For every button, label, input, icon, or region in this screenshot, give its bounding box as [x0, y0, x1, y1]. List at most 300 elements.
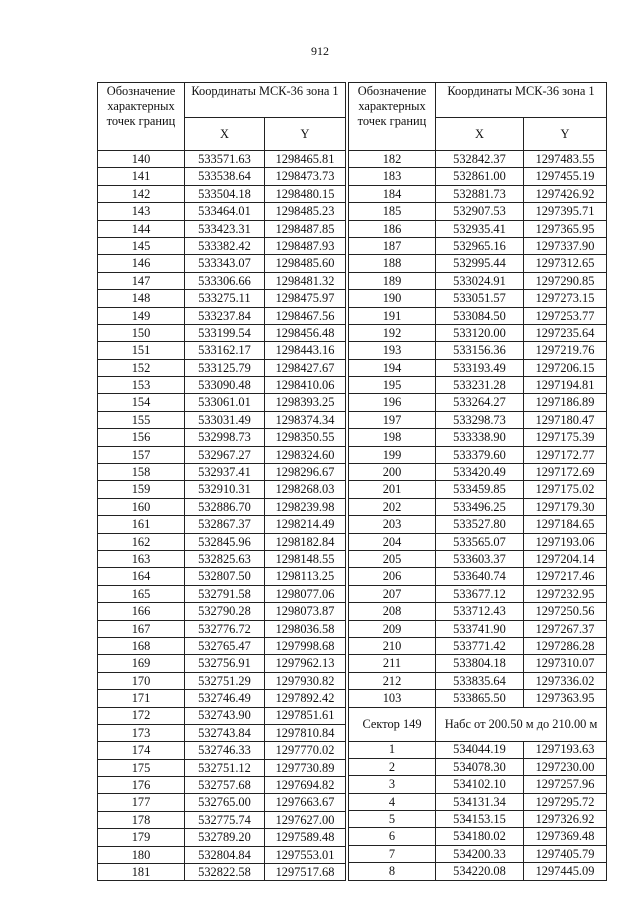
y-coordinate-cell: 1298456.48	[265, 324, 346, 341]
point-id-cell: 165	[98, 585, 185, 602]
coordinates-table-left	[97, 82, 346, 881]
point-id-cell: 179	[98, 829, 185, 846]
y-coordinate-cell: 1297627.00	[265, 811, 346, 828]
y-coordinate-cell: 1297517.68	[265, 864, 346, 881]
y-coordinate-cell: 1298077.06	[265, 585, 346, 602]
x-coordinate-cell: 534153.15	[436, 811, 524, 828]
table-row	[349, 394, 607, 411]
table-row	[349, 342, 607, 359]
point-id-cell: 159	[98, 481, 185, 498]
x-coordinate-cell: 533464.01	[185, 203, 265, 220]
point-id-cell: 203	[349, 516, 436, 533]
point-id-cell: 187	[349, 237, 436, 254]
x-coordinate-cell: 532845.96	[185, 533, 265, 550]
point-id-cell: 154	[98, 394, 185, 411]
y-coordinate-cell: 1297194.81	[524, 377, 607, 394]
y-coordinate-cell: 1298296.67	[265, 464, 346, 481]
table-row	[98, 672, 346, 689]
point-id-cell: 208	[349, 603, 436, 620]
point-id-cell: 192	[349, 324, 436, 341]
table-row	[349, 307, 607, 324]
x-coordinate-cell: 533193.49	[436, 359, 524, 376]
y-coordinate-cell: 1297730.89	[265, 759, 346, 776]
y-coordinate-cell: 1297336.02	[524, 672, 607, 689]
point-id-cell: 146	[98, 255, 185, 272]
x-coordinate-cell: 532743.84	[185, 724, 265, 741]
table-row	[349, 568, 607, 585]
table-row	[98, 742, 346, 759]
table-row	[98, 324, 346, 341]
table-row	[98, 516, 346, 533]
x-coordinate-cell: 532756.91	[185, 655, 265, 672]
point-id-cell: 7	[349, 845, 436, 862]
y-coordinate-cell: 1298350.55	[265, 429, 346, 446]
x-coordinate-cell: 533162.17	[185, 342, 265, 359]
y-coordinate-cell: 1297206.15	[524, 359, 607, 376]
table-row	[349, 690, 607, 707]
point-id-cell: 8	[349, 863, 436, 880]
table-row	[349, 185, 607, 202]
point-id-cell: 153	[98, 377, 185, 394]
y-coordinate-cell: 1298487.93	[265, 237, 346, 254]
y-coordinate-cell: 1298113.25	[265, 568, 346, 585]
table-row	[98, 637, 346, 654]
y-coordinate-cell: 1297365.95	[524, 220, 607, 237]
point-id-cell: 189	[349, 272, 436, 289]
x-coordinate-cell: 532775.74	[185, 811, 265, 828]
table-row	[349, 272, 607, 289]
x-coordinate-cell: 533741.90	[436, 620, 524, 637]
y-coordinate-cell: 1297589.48	[265, 829, 346, 846]
y-coordinate-cell: 1297426.92	[524, 185, 607, 202]
x-coordinate-cell: 533496.25	[436, 498, 524, 515]
x-coordinate-cell: 532791.58	[185, 585, 265, 602]
point-id-cell: 180	[98, 846, 185, 863]
y-coordinate-cell: 1297180.47	[524, 411, 607, 428]
x-coordinate-cell: 532746.49	[185, 690, 265, 707]
table-row	[98, 777, 346, 794]
x-coordinate-cell: 533640.74	[436, 568, 524, 585]
y-coordinate-cell: 1298036.58	[265, 620, 346, 637]
point-id-cell: 166	[98, 603, 185, 620]
table-row	[98, 829, 346, 846]
point-id-cell: 190	[349, 290, 436, 307]
x-coordinate-cell: 534220.08	[436, 863, 524, 880]
table-row	[98, 411, 346, 428]
y-coordinate-cell: 1298480.15	[265, 185, 346, 202]
x-coordinate-cell: 533382.42	[185, 237, 265, 254]
x-coordinate-cell: 533264.27	[436, 394, 524, 411]
y-coordinate-cell: 1298324.60	[265, 446, 346, 463]
table-row	[349, 758, 607, 775]
y-coordinate-cell: 1298239.98	[265, 498, 346, 515]
x-coordinate-cell: 533677.12	[436, 585, 524, 602]
table-row	[98, 359, 346, 376]
point-id-cell: 184	[349, 185, 436, 202]
y-coordinate-cell: 1297235.64	[524, 324, 607, 341]
point-id-cell: 4	[349, 793, 436, 810]
x-coordinate-cell: 532825.63	[185, 550, 265, 567]
table-row	[98, 533, 346, 550]
table-row	[98, 394, 346, 411]
y-coordinate-cell: 1298465.81	[265, 151, 346, 168]
x-coordinate-cell: 533571.63	[185, 151, 265, 168]
y-coordinate-cell: 1297369.48	[524, 828, 607, 845]
y-coordinate-cell: 1297663.67	[265, 794, 346, 811]
y-coordinate-cell: 1298214.49	[265, 516, 346, 533]
sector-header-row	[349, 707, 607, 741]
x-coordinate-cell: 534078.30	[436, 758, 524, 775]
x-coordinate-cell: 533090.48	[185, 377, 265, 394]
table-row	[349, 464, 607, 481]
table-row	[98, 446, 346, 463]
x-coordinate-cell: 532935.41	[436, 220, 524, 237]
point-id-cell: 160	[98, 498, 185, 515]
x-coordinate-cell: 532867.37	[185, 516, 265, 533]
y-coordinate-cell: 1298481.32	[265, 272, 346, 289]
y-coordinate-cell: 1297962.13	[265, 655, 346, 672]
point-id-cell: 167	[98, 620, 185, 637]
y-coordinate-cell: 1298487.85	[265, 220, 346, 237]
table-row	[98, 272, 346, 289]
table-row	[349, 220, 607, 237]
x-coordinate-cell: 532751.12	[185, 759, 265, 776]
x-coordinate-cell: 533603.37	[436, 550, 524, 567]
x-coordinate-cell: 532937.41	[185, 464, 265, 481]
table-row	[349, 411, 607, 428]
point-id-cell: 211	[349, 655, 436, 672]
coordinates-table-right	[348, 82, 607, 881]
y-coordinate-cell: 1297337.90	[524, 237, 607, 254]
x-coordinate-cell: 533343.07	[185, 255, 265, 272]
x-coordinate-cell: 532804.84	[185, 846, 265, 863]
x-coordinate-cell: 532765.47	[185, 637, 265, 654]
y-coordinate-cell: 1297892.42	[265, 690, 346, 707]
table-row	[98, 690, 346, 707]
y-coordinate-cell: 1298148.55	[265, 550, 346, 567]
point-id-cell: 152	[98, 359, 185, 376]
x-coordinate-cell: 533865.50	[436, 690, 524, 707]
sector-distance-note: Набс от 200.50 м до 210.00 м	[436, 707, 607, 741]
point-id-cell: 176	[98, 777, 185, 794]
y-coordinate-cell: 1298393.25	[265, 394, 346, 411]
table-row	[349, 290, 607, 307]
table-row	[349, 533, 607, 550]
y-coordinate-cell: 1297186.89	[524, 394, 607, 411]
table-row	[98, 290, 346, 307]
point-id-cell: 158	[98, 464, 185, 481]
x-coordinate-cell: 534200.33	[436, 845, 524, 862]
header-coord-group: Координаты МСК-36 зона 1	[185, 83, 346, 118]
point-id-cell: 202	[349, 498, 436, 515]
table-row	[98, 864, 346, 881]
x-coordinate-cell: 533024.91	[436, 272, 524, 289]
table-row	[349, 498, 607, 515]
table-row	[98, 481, 346, 498]
point-id-cell: 151	[98, 342, 185, 359]
x-coordinate-cell: 533527.80	[436, 516, 524, 533]
point-id-cell: 181	[98, 864, 185, 881]
point-id-cell: 201	[349, 481, 436, 498]
header-y: Y	[265, 118, 346, 151]
y-coordinate-cell: 1297172.77	[524, 446, 607, 463]
y-coordinate-cell: 1298427.67	[265, 359, 346, 376]
point-id-cell: 204	[349, 533, 436, 550]
y-coordinate-cell: 1297770.02	[265, 742, 346, 759]
y-coordinate-cell: 1297172.69	[524, 464, 607, 481]
table-row	[349, 620, 607, 637]
point-id-cell: 147	[98, 272, 185, 289]
point-id-cell: 3	[349, 776, 436, 793]
point-id-cell: 168	[98, 637, 185, 654]
x-coordinate-cell: 532790.28	[185, 603, 265, 620]
y-coordinate-cell: 1297232.95	[524, 585, 607, 602]
point-id-cell: 209	[349, 620, 436, 637]
x-coordinate-cell: 533338.90	[436, 429, 524, 446]
y-coordinate-cell: 1298374.34	[265, 411, 346, 428]
point-id-cell: 173	[98, 724, 185, 741]
x-coordinate-cell: 533275.11	[185, 290, 265, 307]
table-row	[98, 464, 346, 481]
x-coordinate-cell: 533420.49	[436, 464, 524, 481]
point-id-cell: 191	[349, 307, 436, 324]
y-coordinate-cell: 1297455.19	[524, 168, 607, 185]
x-coordinate-cell: 532910.31	[185, 481, 265, 498]
table-row	[349, 741, 607, 758]
point-id-cell: 206	[349, 568, 436, 585]
point-id-cell: 141	[98, 168, 185, 185]
y-coordinate-cell: 1297219.76	[524, 342, 607, 359]
point-id-cell: 144	[98, 220, 185, 237]
point-id-cell: 200	[349, 464, 436, 481]
x-coordinate-cell: 532776.72	[185, 620, 265, 637]
table-row	[349, 481, 607, 498]
point-id-cell: 186	[349, 220, 436, 237]
x-coordinate-cell: 532995.44	[436, 255, 524, 272]
x-coordinate-cell: 533231.28	[436, 377, 524, 394]
point-id-cell: 174	[98, 742, 185, 759]
table-row	[349, 377, 607, 394]
point-id-cell: 177	[98, 794, 185, 811]
point-id-cell: 140	[98, 151, 185, 168]
y-coordinate-cell: 1297295.72	[524, 793, 607, 810]
x-coordinate-cell: 533423.31	[185, 220, 265, 237]
x-coordinate-cell: 534180.02	[436, 828, 524, 845]
table-row	[98, 168, 346, 185]
point-id-cell: 205	[349, 550, 436, 567]
table-row	[349, 828, 607, 845]
y-coordinate-cell: 1298182.84	[265, 533, 346, 550]
y-coordinate-cell: 1297217.46	[524, 568, 607, 585]
x-coordinate-cell: 534044.19	[436, 741, 524, 758]
y-coordinate-cell: 1297363.95	[524, 690, 607, 707]
y-coordinate-cell: 1298410.06	[265, 377, 346, 394]
table-row	[349, 637, 607, 654]
x-coordinate-cell: 532822.58	[185, 864, 265, 881]
point-id-cell: 2	[349, 758, 436, 775]
table-row	[98, 620, 346, 637]
point-id-cell: 188	[349, 255, 436, 272]
point-id-cell: 162	[98, 533, 185, 550]
x-coordinate-cell: 533084.50	[436, 307, 524, 324]
x-coordinate-cell: 533051.57	[436, 290, 524, 307]
point-id-cell: 212	[349, 672, 436, 689]
x-coordinate-cell: 532886.70	[185, 498, 265, 515]
table-row	[98, 811, 346, 828]
header-point-label: Обозначение характерных точек границ	[349, 83, 436, 151]
point-id-cell: 150	[98, 324, 185, 341]
point-id-cell: 193	[349, 342, 436, 359]
x-coordinate-cell: 534102.10	[436, 776, 524, 793]
page-number: 912	[311, 44, 329, 58]
point-id-cell: 156	[98, 429, 185, 446]
x-coordinate-cell: 532965.16	[436, 237, 524, 254]
point-id-cell: 207	[349, 585, 436, 602]
table-row	[98, 655, 346, 672]
point-id-cell: 143	[98, 203, 185, 220]
x-coordinate-cell: 532842.37	[436, 151, 524, 168]
x-coordinate-cell: 532998.73	[185, 429, 265, 446]
y-coordinate-cell: 1297253.77	[524, 307, 607, 324]
point-id-cell: 175	[98, 759, 185, 776]
point-id-cell: 145	[98, 237, 185, 254]
table-row	[349, 603, 607, 620]
table-row	[98, 794, 346, 811]
point-id-cell: 171	[98, 690, 185, 707]
table-row	[98, 429, 346, 446]
table-row	[98, 307, 346, 324]
x-coordinate-cell: 532881.73	[436, 185, 524, 202]
y-coordinate-cell: 1298467.56	[265, 307, 346, 324]
y-coordinate-cell: 1297445.09	[524, 863, 607, 880]
table-row	[349, 550, 607, 567]
x-coordinate-cell: 532751.29	[185, 672, 265, 689]
x-coordinate-cell: 533298.73	[436, 411, 524, 428]
table-row	[349, 793, 607, 810]
x-coordinate-cell: 533379.60	[436, 446, 524, 463]
point-id-cell: 199	[349, 446, 436, 463]
table-row	[98, 203, 346, 220]
header-x: X	[185, 118, 265, 151]
table-row	[98, 568, 346, 585]
x-coordinate-cell: 532967.27	[185, 446, 265, 463]
y-coordinate-cell: 1297483.55	[524, 151, 607, 168]
x-coordinate-cell: 532789.20	[185, 829, 265, 846]
x-coordinate-cell: 532907.53	[436, 203, 524, 220]
y-coordinate-cell: 1297273.15	[524, 290, 607, 307]
x-coordinate-cell: 532746.33	[185, 742, 265, 759]
point-id-cell: 155	[98, 411, 185, 428]
y-coordinate-cell: 1297553.01	[265, 846, 346, 863]
table-row	[98, 585, 346, 602]
table-row	[98, 342, 346, 359]
y-coordinate-cell: 1297405.79	[524, 845, 607, 862]
point-id-cell: 157	[98, 446, 185, 463]
x-coordinate-cell: 533712.43	[436, 603, 524, 620]
table-row	[349, 672, 607, 689]
x-coordinate-cell: 533031.49	[185, 411, 265, 428]
x-coordinate-cell: 533199.54	[185, 324, 265, 341]
point-id-cell: 198	[349, 429, 436, 446]
y-coordinate-cell: 1297257.96	[524, 776, 607, 793]
sector-title: Сектор 149	[349, 707, 436, 741]
y-coordinate-cell: 1298268.03	[265, 481, 346, 498]
header-coord-group: Координаты МСК-36 зона 1	[436, 83, 607, 118]
header-x: X	[436, 118, 524, 151]
y-coordinate-cell: 1297326.92	[524, 811, 607, 828]
x-coordinate-cell: 532807.50	[185, 568, 265, 585]
x-coordinate-cell: 533061.01	[185, 394, 265, 411]
x-coordinate-cell: 533237.84	[185, 307, 265, 324]
point-id-cell: 164	[98, 568, 185, 585]
x-coordinate-cell: 533120.00	[436, 324, 524, 341]
table-row	[98, 707, 346, 724]
y-coordinate-cell: 1297310.07	[524, 655, 607, 672]
point-id-cell: 196	[349, 394, 436, 411]
x-coordinate-cell: 533125.79	[185, 359, 265, 376]
table-row	[349, 203, 607, 220]
table-row	[98, 550, 346, 567]
y-coordinate-cell: 1297193.63	[524, 741, 607, 758]
point-id-cell: 103	[349, 690, 436, 707]
y-coordinate-cell: 1297395.71	[524, 203, 607, 220]
x-coordinate-cell: 532757.68	[185, 777, 265, 794]
y-coordinate-cell: 1297175.02	[524, 481, 607, 498]
point-id-cell: 178	[98, 811, 185, 828]
table-row	[98, 255, 346, 272]
point-id-cell: 1	[349, 741, 436, 758]
point-id-cell: 172	[98, 707, 185, 724]
x-coordinate-cell: 533306.66	[185, 272, 265, 289]
point-id-cell: 148	[98, 290, 185, 307]
x-coordinate-cell: 532765.00	[185, 794, 265, 811]
table-row	[349, 655, 607, 672]
table-row	[98, 846, 346, 863]
point-id-cell: 6	[349, 828, 436, 845]
point-id-cell: 142	[98, 185, 185, 202]
y-coordinate-cell: 1297204.14	[524, 550, 607, 567]
y-coordinate-cell: 1297998.68	[265, 637, 346, 654]
table-row	[98, 377, 346, 394]
table-row	[98, 151, 346, 168]
y-coordinate-cell: 1298475.97	[265, 290, 346, 307]
table-row	[349, 863, 607, 880]
table-row	[349, 151, 607, 168]
x-coordinate-cell: 533538.64	[185, 168, 265, 185]
point-id-cell: 194	[349, 359, 436, 376]
header-y: Y	[524, 118, 607, 151]
point-id-cell: 169	[98, 655, 185, 672]
point-id-cell: 185	[349, 203, 436, 220]
point-id-cell: 161	[98, 516, 185, 533]
y-coordinate-cell: 1297810.84	[265, 724, 346, 741]
point-id-cell: 210	[349, 637, 436, 654]
point-id-cell: 183	[349, 168, 436, 185]
table-row	[349, 324, 607, 341]
x-coordinate-cell: 533804.18	[436, 655, 524, 672]
x-coordinate-cell: 533835.64	[436, 672, 524, 689]
y-coordinate-cell: 1297694.82	[265, 777, 346, 794]
table-row	[98, 185, 346, 202]
y-coordinate-cell: 1298443.16	[265, 342, 346, 359]
y-coordinate-cell: 1297286.28	[524, 637, 607, 654]
point-id-cell: 5	[349, 811, 436, 828]
table-row	[349, 776, 607, 793]
y-coordinate-cell: 1297184.65	[524, 516, 607, 533]
y-coordinate-cell: 1298485.23	[265, 203, 346, 220]
table-row	[98, 237, 346, 254]
x-coordinate-cell: 533459.85	[436, 481, 524, 498]
